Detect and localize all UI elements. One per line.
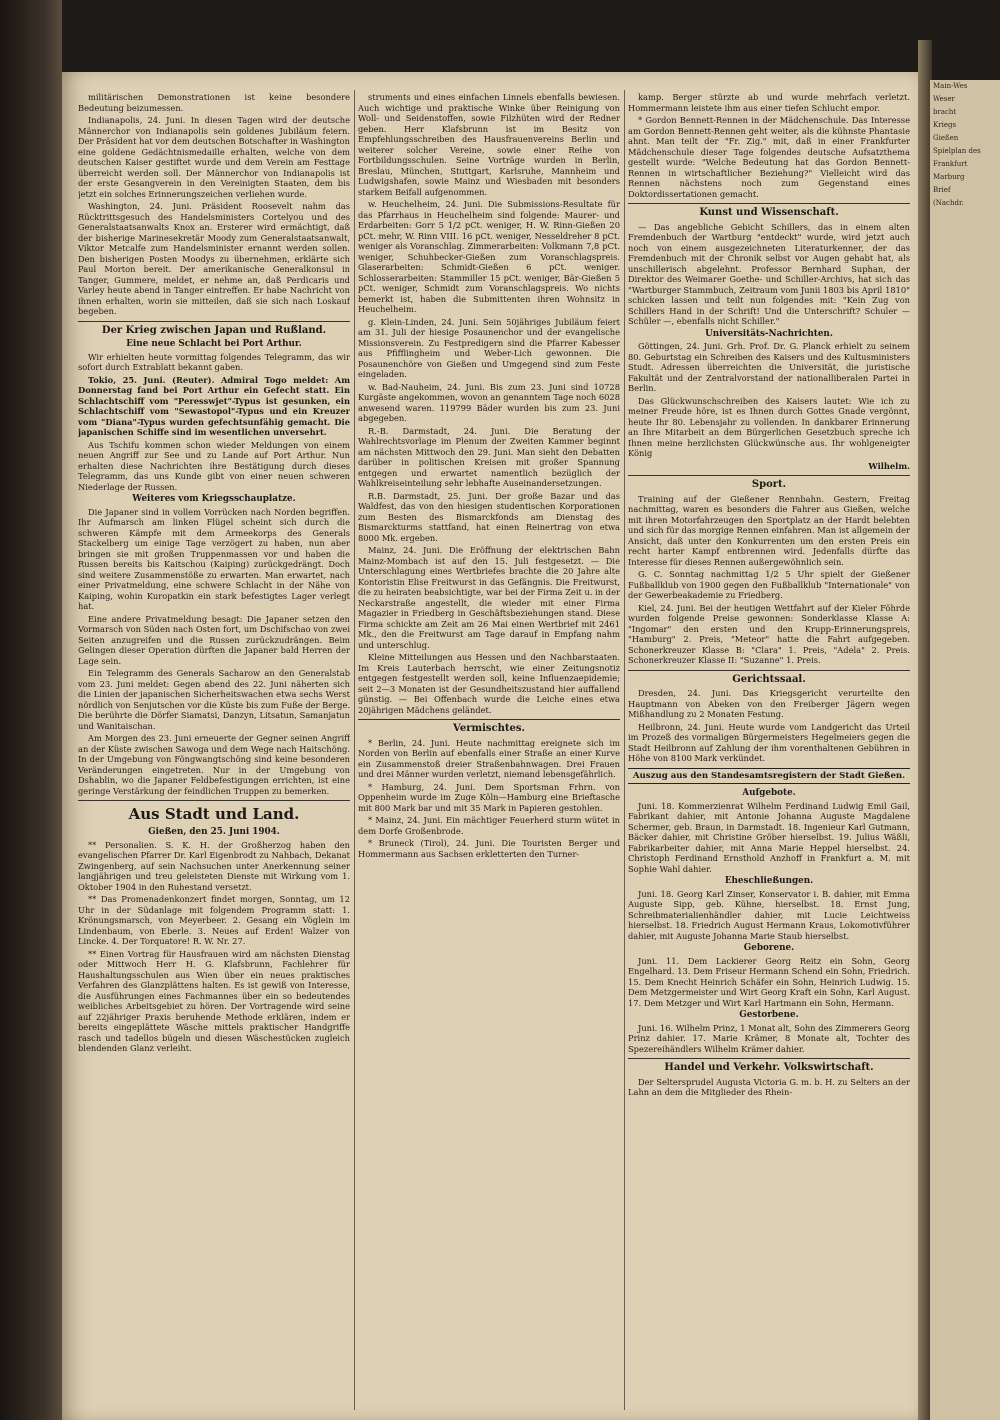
column-2 — [358, 92, 620, 1410]
subheading: Aufgebote. — [742, 788, 796, 798]
paragraph: Indianapolis, 24. Juni. In diesen Tagen wird der deutsche Männerchor von Indianapolis sein goldenes Jubiläum feiern. Der Präsident hat vor dem deutschen Botschafter in Washington eine goldene Gedächtnismedaille erhalten, welche von dem deutschen Kaiser gestiftet wurde und dem Verein am Festtage überreicht werden soll. Der Männerchor von Indianapolis ist der erste Gesangverein in den Vereinigten Staaten, dem bis jetzt ein solches Erinnerungszeichen verliehen wurde. — [78, 115, 350, 199]
subheading: Eine neue Schlacht bei Port Arthur. — [126, 339, 302, 349]
column-divider — [624, 90, 625, 1410]
paragraph: Am Morgen des 23. Juni erneuerte der Gegner seinen Angriff an der Küste zwischen Sawoga und dem Wege nach Haitschöng. In der Umgebung von Föngwangtschöng sind keine besonderen Veränderungen eingetreten. Nur in der Umgebung von Dshablin, wo die Japaner Feldbefestigungen errichten, ist eine geringe Verstärkung der feindlichen Truppen zu bemerken. — [78, 733, 350, 796]
paragraph: Juni. 18. Georg Karl Zinser, Konservator i. B. dahier, mit Emma Auguste Sipp, geb. Kühne, hierselbst. 18. Ernst Jung, Schreibmaterialienhändler dahier, mit Lucie Leichtweiss hierselbst. 18. Friedrich August Hermann Kraus, Lokomotivführer dahier, mit Auguste Johanna Marie Staub hierselbst. — [628, 888, 910, 941]
paragraph: Wir erhielten heute vormittag folgendes Telegramm, das wir sofort durch Extrablatt bekannt gaben. — [78, 351, 350, 372]
adjacent-page-fragment — [930, 80, 1000, 1420]
subheading: Eheschließungen. — [724, 876, 814, 886]
paragraph: R.B. Darmstadt, 25. Juni. Der große Bazar und das Waldfest, das von den hiesigen studentischen Korporationen zum Besten des Bismarckfonds am Dienstag des Bismarckturms stattfand, hat einen Reinertrag von etwa 8000 Mk. ergeben. — [358, 490, 620, 543]
paragraph: Aus Tschifu kommen schon wieder Meldungen von einem neuen Angriff zur See und zu Lande auf Port Arthur. Nun erhalten diese Nachrichten ihre Bestätigung durch dieses Telegramm, das uns Kunde gibt von einer neuen schweren Niederlage der Russen. — [78, 439, 350, 492]
fragment-text: Brief — [933, 186, 951, 194]
section-heading: Sport. — [751, 479, 787, 490]
column-3 — [628, 92, 910, 1410]
paragraph: g. Klein-Linden, 24. Juni. Sein 50jähriges Jubiläum feiert am 31. Juli der hiesige Posaunenchor und der evangelische Missionsverein. Zu Festpredigern sind die Pfarrer Kabesser aus Pfifflingheim und Weber-Lich gewonnen. Die Posaunenchöre von Gießen und Umgegend sind zum Feste eingeladen. — [358, 316, 620, 379]
paragraph: R.-B. Darmstadt, 24. Juni. Die Beratung der Wahlrechtsvorlage im Plenum der Zweiten Kammer beginnt am nächsten Mittwoch den 29. Juni. Man sieht den Debatten darüber in politischen Kreisen mit großer Spannung entgegen und erwartet namentlich bezüglich der Wahlkreiseinteilung sehr lebhafte Auseinandersetzungen. — [358, 425, 620, 488]
section-heading: Kunst und Wissenschaft. — [699, 207, 839, 218]
dateline: Gießen, den 25. Juni 1904. — [148, 827, 280, 837]
section-heading: Handel und Verkehr. Volkswirtschaft. — [664, 1062, 874, 1073]
subheading: Geborene. — [743, 943, 795, 953]
paragraph: Juni. 16. Wilhelm Prinz, 1 Monat alt, Sohn des Zimmerers Georg Prinz dahier. 17. Marie Krämer, 8 Monate alt, Tochter des Spezereihändlers Wilhelm Krämer dahier. — [628, 1022, 910, 1054]
paragraph: Eine andere Privatmeldung besagt: Die Japaner setzen den Vormarsch von Süden nach Osten fort, um Dschifschao von zwei Seiten anzugreifen und die Russen zurückzudrängen. Beim Gelingen dieser Operation dürften die Japaner bald Herren der Lage sein. — [78, 613, 350, 666]
subheading: Universitäts-Nachrichten. — [705, 328, 833, 339]
paragraph: ** Personalien. S. K. H. der Großherzog haben den evangelischen Pfarrer Dr. Karl Eigenbrodt zu Nahbach, Dekanat Zwingenberg, auf sein Nachsuchen unter Anerkennung seiner langjährigen und treu geleisteten Dienste mit Wirkung vom 1. Oktober 1904 in den Ruhestand versetzt. — [78, 839, 350, 892]
paragraph: Der Seltersprudel Augusta Victoria G. m. b. H. zu Selters an der Lahn an dem die Mitglieder des Rhein- — [628, 1076, 910, 1097]
paragraph: Dresden, 24. Juni. Das Kriegsgericht verurteilte den Hauptmann von Abeken von den Freiberger Jägern wegen Mißhandlung zu 2 Monaten Festung. — [628, 688, 910, 719]
divider — [628, 475, 910, 476]
section-heading: Vermischtes. — [453, 723, 525, 734]
column-1 — [78, 92, 350, 1410]
divider — [628, 670, 910, 671]
fragment-text: Main-Wes — [933, 82, 968, 90]
section-heading: Gerichtssaal. — [732, 673, 806, 685]
paragraph: * Bruneck (Tirol), 24. Juni. Die Touristen Berger und Hommermann aus Sachsen erkletterten den Turner- — [358, 838, 620, 859]
column-divider — [354, 90, 355, 1410]
fragment-text: Marburg — [933, 173, 965, 181]
fragment-text: Frankfurt — [933, 160, 968, 168]
paragraph: ** Einen Vortrag für Hausfrauen wird am nächsten Dienstag oder Mittwoch Herr H. G. Klafsbrunn, Fachlehrer für Haushaltungsschulen aus Wien über ein neues praktisches Verfahren des Glanzplättens halten. Es ist gewiß von Interesse, die Ausführungen eines Fachmannes über ein so bedeutendes weibliches Arbeitsgebiet zu hören. Der Vortragende wird seine auf 22jähriger Praxis beruhende Methode erklären, indem er bereits eingeplättete Wäsche mittels praktischer Handgriffe rasch und tadellos bügeln und diesen Wäschestücken zugleich blendenden Glanz verleiht. — [78, 948, 350, 1053]
paragraph: ** Das Promenadenkonzert findet morgen, Sonntag, um 12 Uhr in der Südanlage mit folgendem Programm statt: 1. Krönungsmarsch, von Meyerbeer. 2. Gesang ein Vöglein im Lindenbaum, von Eberle. 3. Neues auf Erden! Walzer von Lincke. 4. Der Torquatore! R. W. Nr. 27. — [78, 894, 350, 946]
paragraph: * Berlin, 24. Juni. Heute nachmittag ereignete sich im Norden von Berlin auf ebenfalls einer Straße an einer Kurve ein Zusammenstoß dreier Straßenbahnwagen. Drei Frauen und drei Männer wurden verletzt, niemand lebensgefährlich. — [358, 737, 620, 779]
registry-heading: Auszug aus den Standesamtsregistern der Stadt Gießen. — [628, 768, 910, 785]
paragraph: Training auf der Gießener Rennbahn. Gestern, Freitag nachmittag, waren es besonders die Fahrer aus Gießen, welche mit ihren Motorfahrzeugen den Sportplatz an der Hardt belebten und sich für das morgige Rennen einfahren. Man ist allgemein der Ansicht, daß unter den Konkurrenten um den ersten Preis ein recht harter Kampf entbrennen wird. Jedenfalls dürfte das Interesse für dieses Rennen außergewöhnlich sein. — [628, 493, 910, 567]
paragraph: struments und eines einfachen Linnels ebenfalls bewiesen. Auch wichtige und praktische Winke über Reinigung von Woll- und Seidenstoffen, sowie Filzhüten wird der Redner geben. Herr Klafsbrunn ist im Besitz von Empfehlungsschreiben des Hausfrauenvereins Berlin und weiterer solcher Vereine, sowie einer Reihe von Fortbildungsschulen. Seine Vorträge wurden in Berlin, Breslau, München, Stuttgart, Karlsruhe, Mannheim und Ludwigshafen, sowie Mainz und Wiesbaden mit besonders starkem Beifall aufgenommen. — [358, 92, 620, 197]
paragraph: Kiel, 24. Juni. Bei der heutigen Wettfahrt auf der Kieler Föhrde wurden folgende Preise gewonnen: Sonderklasse Klasse A: "Ingomar" den ersten und den Krupp-Erinnerungspreis, "Hamburg" 2. Preis, "Meteor" hatte die Fahrt aufgegeben. Schonerkreuzer Klasse B: "Clara" 1. Preis, "Adela" 2. Preis. Schonerkreuzer Klasse II: "Suzanne" 1. Preis. — [628, 602, 910, 665]
book-edge — [0, 0, 62, 1420]
paragraph: Das Glückwunschschreiben des Kaisers lautet: Wie ich zu meiner Freude höre, ist es Ihnen durch Gottes Gnade vergönnt, heute Ihr 80. Lebensjahr zu vollenden. In dankbarer Erinnerung an Ihre Mitarbeit an dem Bürgerlichen Gesetzbuch spreche ich Ihnen meine herzlichsten Glückwünsche aus. Ihr wohlgeneigter König — [628, 395, 910, 458]
paragraph: * Gordon Bennett-Rennen in der Mädchenschule. Das Interesse am Gordon Bennett-Rennen geht weiter, als die kühnste Phantasie ahnt. Man teilt der "Fr. Zig." mit, daß in einer Frankfurter Mädchenschule dieser Tage folgendes deutsche Aufsatzthema gestellt wurde: "Welche Bedeutung hat das Gordon Bennett-Rennen in wirtschaftlicher Beziehung?" Vielleicht wird das Rennen nächstens noch zum Gegenstand eines Doktordissertationen gemacht. — [628, 115, 910, 199]
fragment-text: bracht — [933, 108, 957, 116]
section-heading: Der Krieg zwischen Japan und Rußland. — [101, 324, 327, 336]
paragraph: Tokio, 25. Juni. (Reuter). Admiral Togo meldet: Am Donnerstag fand bei Port Arthur ein Gefecht statt. Ein Schlachtschiff vom "Peresswjet"-Typus ist gesunken, ein Schlachtschiff vom "Sewastopol"-Typus und ein Kreuzer vom "Diana"-Typus wurden gefechtsunfähig gemacht. Die japanischen Schiffe sind im wesentlichen unversehrt. — [78, 374, 350, 437]
paragraph: Mainz, 24. Juni. Die Eröffnung der elektrischen Bahn Mainz-Mombach ist auf den 15. Juli festgesetzt. — Die Unterschlagung eines Wertbriefes brachte die 20 Jahre alte Kontoristin Elise Freitwurst in das Gefängnis. Die Freitwurst, die zu heiraten beabsichtigte, war bei der Firma Zeit u. in der Neckarstraße angestellt, die wieder mit einer Firma Magazier in Friedberg in Geschäftsbeziehungen stand. Diese Firma schickte am Zeit am 26 Mai einen Wertbrief mit 2461 Mk., den die Freitwurst am Tage darauf in Empfang nahm und unterschlug. — [358, 545, 620, 650]
divider — [358, 719, 620, 720]
paragraph: — Das angebliche Gebicht Schillers, das in einem alten Fremdenbuch der Wartburg "entdeckt" wurde, wird jetzt auch noch von einem ausgezeichneten Literaturkenner, der das Fremdenbuch mit der Chronik selbst vor Augen gehabt hat, als unschillerisch abgelehnt. Professor Bernhard Suphan, der Direktor des Weimarer Goethe- und Schiller-Archivs, hat sich das "Wartburger Stammbuch, Zeitraum vom Junii 1803 bis April 1810" schicken lassen und teilt nun folgendes mit: "Kein Zug von Schillers Hand in der Schrift! Und die Unterschrift? Schuler — Schüler —, ebenfalls nicht Schiller." — [628, 221, 910, 326]
divider — [628, 1058, 910, 1059]
paragraph: Göttingen, 24. Juni. Grh. Prof. Dr. G. Planck erhielt zu seinem 80. Geburtstag ein Schreiben des Kaisers und des Kultusministers Studt. Adressen überreichten die Universität, die juristische Fakultät und der Zentralvorstand der nationalliberalen Partei in Berlin. — [628, 341, 910, 393]
paragraph: w. Bad-Nauheim, 24. Juni. Bis zum 23. Juni sind 10728 Kurgäste angekommen, wovon an genanntem Tage noch 6028 anwesend waren. 119799 Bäder wurden bis zum 23. Juni abgegeben. — [358, 381, 620, 423]
paragraph: Washington, 24. Juni. Präsident Roosevelt nahm das Rücktrittsgesuch des Handelsministers Cortelyou und des Generalstaatsanwalts Knox an. Ersterer wird ermächtigt, daß der bisherige Marinesekretär Moody zum Generalstaatsanwalt, Viktor Metcalfe zum Handelsminister ernannt werden sollen. Den bisherigen Posten Moodys zu übernehmen, erklärte sich Paul Morton bereit. Der amerikanische Generalkonsul in Tanger, Gummere, meldet, er nehme an, daß Perdicaris und Varley heute abend in Tanger eintreffen. Er habe Nachricht von ihnen erhalten, worin sie mitteilen, daß sie sich nach Loskauf begeben. — [78, 201, 350, 316]
subheading: Gestorbene. — [739, 1010, 799, 1020]
divider — [78, 321, 350, 322]
section-heading: Aus Stadt und Land. — [128, 805, 300, 823]
paragraph: G. C. Sonntag nachmittag 1/2 5 Uhr spielt der Gießener Fußballklub von 1900 gegen den Fußballklub "Internationale" von der Gewerbeakademie zu Friedberg. — [628, 569, 910, 600]
paragraph: Ein Telegramm des Generals Sacharow an den Generalstab vom 23. Juni meldet: Gegen abend des 22. Juni näherten sich die Linien der japanischen Sicherheitswachen etwa sechs Werst nördlich von Senjutschen vor die Küste bis zum Fuße der Berge. Die berührte die Dörfer Siamatsi, Danzyn, Litsatun, Samanjatun und Wanitaischan. — [78, 668, 350, 731]
paragraph: Juni. 11. Dem Lackierer Georg Reitz ein Sohn, Georg Engelhard. 13. Dem Friseur Hermann Schend ein Sohn, Friedrich. 15. Dem Knecht Heinrich Schäfer ein Sohn, Heinrich Ludwig. 15. Dem Metzgermeister und Wirt Georg Kraft ein Sohn, Karl August. 17. Dem Metzger und Wirt Karl Hartmann ein Sohn, Hermann. — [628, 955, 910, 1008]
fragment-text: Gießen — [933, 134, 959, 142]
fragment-text: Kriegs — [933, 121, 957, 129]
signature: Wilhelm. — [868, 460, 910, 471]
divider — [628, 203, 910, 204]
paragraph: * Mainz, 24. Juni. Ein mächtiger Feuerherd sturm wütet in dem Dorfe Großenbrode. — [358, 815, 620, 836]
fragment-text: Weser — [933, 95, 955, 103]
subheading: Weiteres vom Kriegsschauplatze. — [132, 494, 296, 504]
fragment-text: (Nachdr. — [933, 199, 964, 207]
divider — [78, 800, 350, 801]
paragraph: Die Japaner sind in vollem Vorrücken nach Norden begriffen. Ihr Aufmarsch am linken Flügel scheint sich durch die schweren Kämpfe mit dem Armeekorps des Generals Stackelberg um einige Tage verzögert zu haben, nun aber bringen sie mit großen Truppenmassen vor und haben die Russen bereits bis Kaitschou (Kaiping) zurückgedrängt. Doch sind weitere Zusammenstöße zu erwarten. Man erwartet, nach einer Privatmeldung, eine schwere Schlacht in der Nähe von Kaiping, wohin Kuropatkin ein stark befestigtes Lager verlegt hat. — [78, 506, 350, 611]
paragraph: w. Heuchelheim, 24. Juni. Die Submissions-Resultate für das Pfarrhaus in Heuchelheim sind folgende: Maurer- und Erdarbeiten: Gorr 5 1/2 pCt. weniger, H. W. Rinn-Gießen 20 pCt. mehr, W. Rinn VIII. 16 pCt. weniger, Nesseldreher 8 pCt. weniger als Voranschlag. Zimmerarbeiten: Volkmann 7,8 pCt. weniger, Schuhbecker-Gießen zum Voranschlagspreis. Glaserarbeiten: Schmidt-Gießen 6 pCt. weniger. Schlosserarbeiten: Stammiller 15 pCt. weniger, Bär-Gießen 5 pCt. weniger, Schmidt zum Voranschlagspreis. Wo nichts bemerkt ist, haben die Submittenten ihren Wohnsitz in Heuchelheim. — [358, 199, 620, 314]
paragraph: kamp. Berger stürzte ab und wurde mehrfach verletzt. Hommermann leistete ihm aus einer tiefen Schlucht empor. — [628, 92, 910, 113]
fragment-text: Spielplan des — [933, 147, 981, 155]
paragraph: Kleine Mitteilungen aus Hessen und den Nachbarstaaten. Im Kreis Lauterbach herrscht, wie einer Zeitungsnotiz entgegen festgestellt werden soll, keine Influenzaepidemie; seit 2—3 Monaten ist der Gesundheitszustand hier auffallend günstig. — Bei Offenbach wurde die Leiche eines etwa 20jährigen Mädchens geländet. — [358, 652, 620, 715]
paragraph: Juni. 18. Kommerzienrat Wilhelm Ferdinand Ludwig Emil Gail, Fabrikant dahier, mit Antonie Johanna Auguste Magdalene Schermer, geb. Braun, in Darmstadt. 18. Ingenieur Karl Gutmann, Bäcker dahier, mit Christine Gröber hierselbst. 19. Julius Wäßli, Fabrikarbeiter dahier, mit Anna Marie Heppel hierselbst. 24. Christoph Ferdinand Ernsthold Anzhoff in Frankfurt a. M. mit Sophie Wahl dahier. — [628, 800, 910, 874]
paragraph: Heilbronn, 24. Juni. Heute wurde vom Landgericht das Urteil im Prozeß des vormaligen Bürgermeisters Hegelmeiers gegen die Stadt Heilbronn auf Zahlung der ihm vorenthaltenen Gebühren in Höhe von 8100 Mark verkündet. — [628, 721, 910, 763]
paragraph: militärischen Demonstrationen ist keine besondere Bedeutung beizumessen. — [78, 92, 350, 113]
paragraph: * Hamburg, 24. Juni. Dem Sportsman Frhrn. von Oppenheim wurde im Zuge Köln—Hamburg eine Brieftasche mit 800 Mark bar und mit 35 Mark in Papieren gestohlen. — [358, 781, 620, 813]
